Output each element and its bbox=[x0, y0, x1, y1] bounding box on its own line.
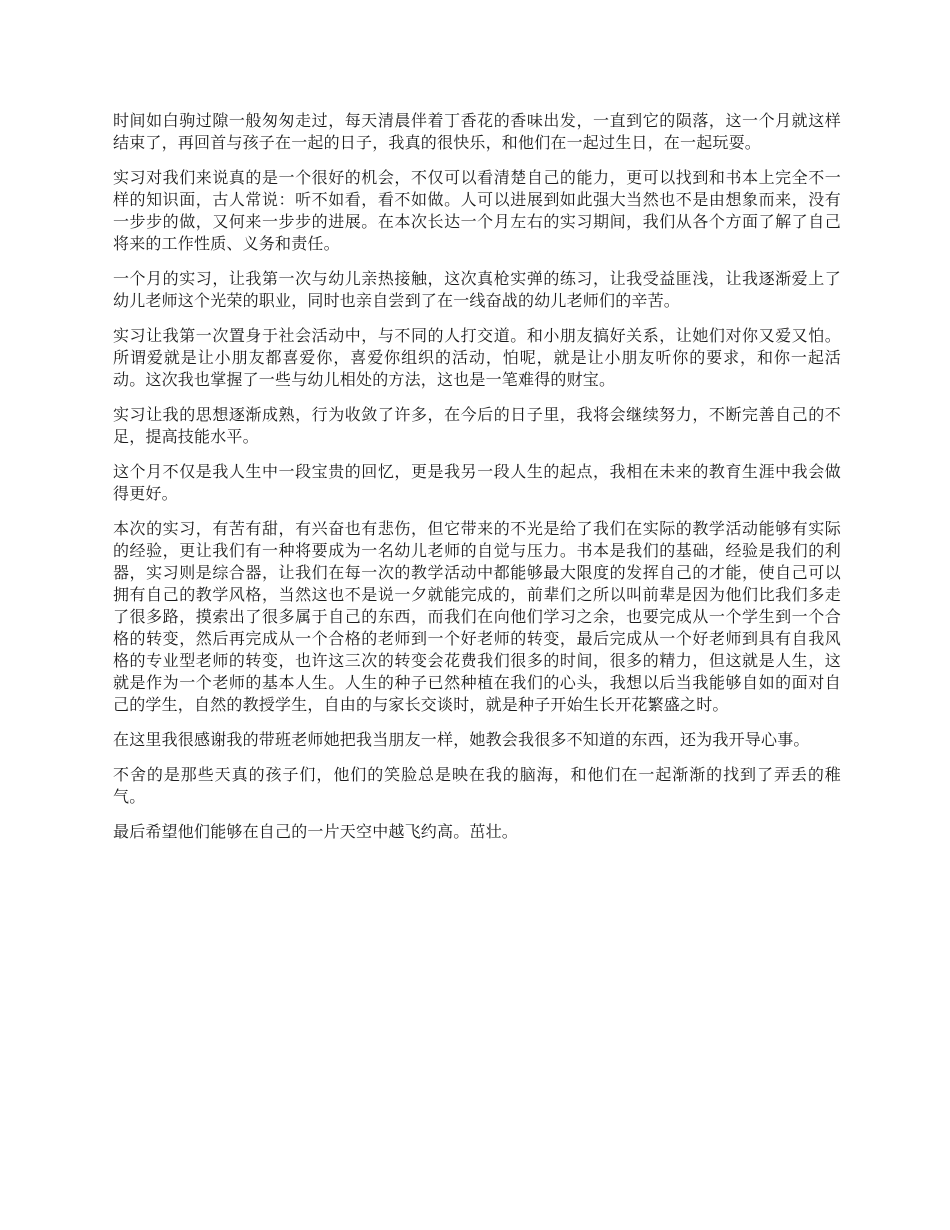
paragraph-1: 时间如白驹过隙一般匆匆走过，每天清晨伴着丁香花的香味出发，一直到它的陨落，这一个月就这样结束了，再回首与孩子在一起的日子，我真的很快乐，和他们在一起过生日，在一起玩耍。 bbox=[113, 111, 841, 152]
paragraph-10: 最后希望他们能够在自己的一片天空中越飞约高。茁壮。 bbox=[113, 822, 519, 841]
paragraph-2: 实习对我们来说真的是一个很好的机会，不仅可以看清楚自己的能力，更可以找到和书本上完全不一样的知识面，古人常说：听不如看，看不如做。人可以进展到如此强大当然也不是由想象而来，没有一步步的做，又何来一步步的进展。在本次长达一个月左右的实习期间，我们从各个方面了解了自己将来的工作性质、义务和责任。 bbox=[113, 168, 841, 253]
paragraph-5: 实习让我的思想逐渐成熟，行为收敛了许多，在今后的日子里，我将会继续努力，不断完善自己的不足，提高技能水平。 bbox=[113, 405, 841, 446]
paragraph-3: 一个月的实习，让我第一次与幼儿亲热接触，这次真枪实弹的练习，让我受益匪浅，让我逐渐爱上了幼儿老师这个光荣的职业，同时也亲自尝到了在一线奋战的幼儿老师们的辛苦。 bbox=[113, 269, 841, 310]
paragraph-7: 本次的实习，有苦有甜，有兴奋也有悲伤，但它带来的不光是给了我们在实际的教学活动能够有实际的经验，更让我们有一种将要成为一名幼儿老师的自觉与压力。书本是我们的基础，经验是我们的利器，实习则是综合器，让我们在每一次的教学活动中都能够最大限度的发挥自己的才能，使自己可以拥有自己的教学风格，当然这也不是说一夕就能完成的，前辈们之所以叫前辈是因为他们比我们多走了很多路，摸索出了很多属于自己的东西，而我们在向他们学习之余，也要完成从一个学生到一个合格的转变，然后再完成从一个合格的老师到一个好老师的转变，最后完成从一个好老师到具有自我风格的专业型老师的转变，也许这三次的转变会花费我们很多的时间，很多的精力，但这就是人生，这就是作为一个老师的基本人生。人生的种子已然种植在我们的心头，我想以后当我能够自如的面对自己的学生，自然的教授学生，自由的与家长交谈时，就是种子开始生长开花繁盛之时。 bbox=[113, 519, 841, 714]
paragraph-6: 这个月不仅是我人生中一段宝贵的回忆，更是我另一段人生的起点，我相在未来的教育生涯中我会做得更好。 bbox=[113, 462, 841, 503]
paragraph-4: 实习让我第一次置身于社会活动中，与不同的人打交道。和小朋友搞好关系，让她们对你又爱又怕。所谓爱就是让小朋友都喜爱你，喜爱你组织的活动，怕呢，就是让小朋友听你的要求，和你一起活动。这次我也掌握了一些与幼儿相处的方法，这也是一笔难得的财宝。 bbox=[113, 326, 841, 389]
document-body bbox=[113, 110, 841, 856]
paragraph-8: 在这里我很感谢我的带班老师她把我当朋友一样，她教会我很多不知道的东西，还为我开导心事。 bbox=[113, 730, 810, 749]
paragraph-9: 不舍的是那些天真的孩子们，他们的笑脸总是映在我的脑海，和他们在一起渐渐的找到了弄丢的稚气。 bbox=[113, 765, 841, 806]
